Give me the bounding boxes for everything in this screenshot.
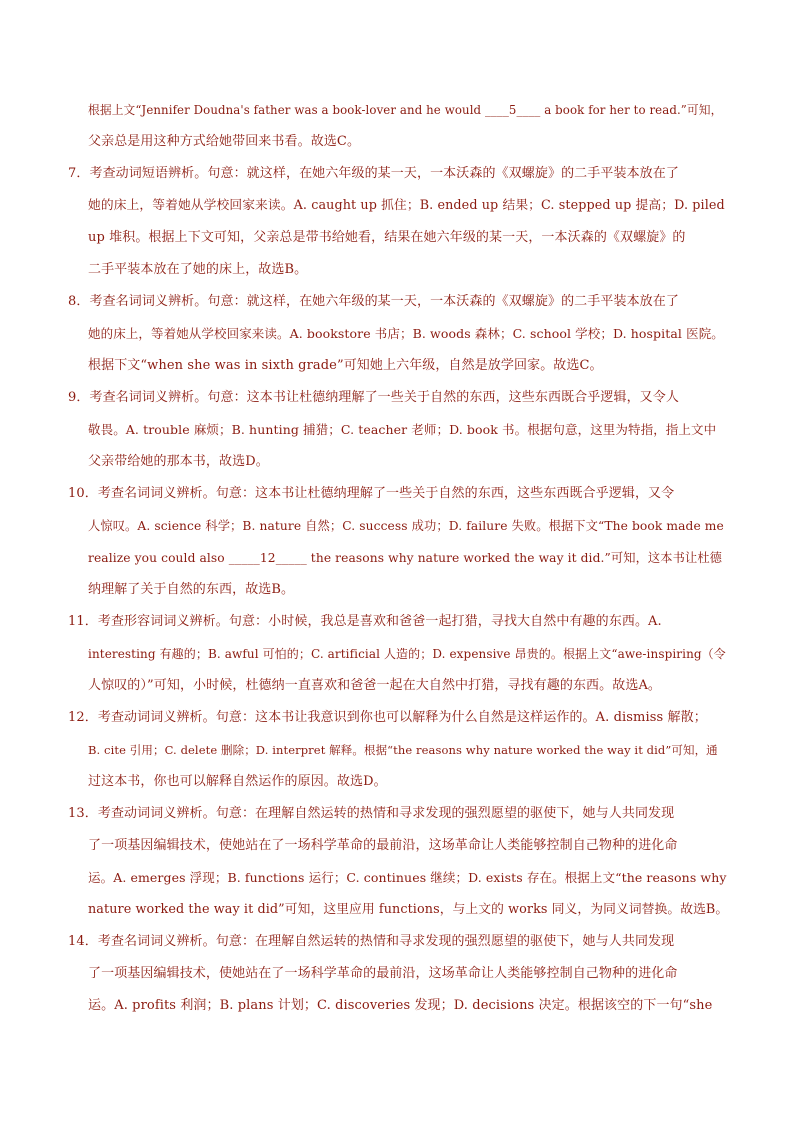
text-line: 敬畏。A. trouble 麻烦；B. hunting 捕猎；C. teacher 老师；D. book 书。根据句意，这里为特指，指上文中	[88, 422, 717, 437]
text-line: 考查名词词义辨析。句意：就这样，在她六年级的某一天，一本沃森的《双螺旋》的二手平装本放在了	[89, 294, 679, 309]
explanation-item-14	[68, 926, 728, 1022]
text-line: 父亲带给她的那本书，故选D。	[88, 454, 269, 469]
text-line: 纳理解了关于自然的东西，故选B。	[88, 582, 295, 597]
text-line: up 堆积。根据上下文可知，父亲总是带书给她看，结果在她六年级的某一天，一本沃森的《双螺旋》的	[88, 230, 686, 245]
text-line: 考查动词词义辨析。句意：这本书让我意识到你也可以解释为什么自然是这样运作的。A. dismiss 解散；	[97, 710, 707, 725]
text-line: 过这本书，你也可以解释自然运作的原因。故选D。	[88, 774, 387, 789]
text-line: 考查名词词义辨析。句意：在理解自然运转的热情和寻求发现的强烈愿望的驱使下，她与人共同发现	[97, 934, 675, 949]
item-number: 11．	[68, 614, 98, 629]
item-number: 9．	[68, 390, 90, 405]
text-line: 考查动词词义辨析。句意：在理解自然运转的热情和寻求发现的强烈愿望的驱使下，她与人共同发现	[97, 806, 675, 821]
text-line: 考查动词短语辨析。句意：就这样，在她六年级的某一天，一本沃森的《双螺旋》的二手平装本放在了	[89, 166, 679, 181]
text-line: 她的床上，等着她从学校回家来读。A. caught up 抓住；B. ended up 结果；C. stepped up 提高；D. piled	[88, 198, 725, 213]
text-line: realize you could also _____12_____ the reasons why nature worked the way it did.”可知，这本书让杜德	[88, 551, 723, 565]
explanation-item-7	[68, 158, 728, 286]
item-number: 13．	[68, 806, 98, 821]
text-line: 运。A. emerges 浮现；B. functions 运行；C. continues 继续；D. exists 存在。根据上文“the reasons why	[88, 870, 727, 885]
item-number: 7．	[68, 166, 90, 181]
item-number: 10．	[68, 486, 98, 501]
text-line: 运。A. profits 利润；B. plans 计划；C. discoveries 发现；D. decisions 决定。根据该空的下一句“she	[88, 998, 713, 1013]
text-line: interesting 有趣的；B. awful 可怕的；C. artificial 人造的；D. expensive 昂贵的。根据上文“awe-inspiring（令	[88, 647, 726, 661]
text-line: 考查形容词词义辨析。句意：小时候，我总是喜欢和爸爸一起打猎，寻找大自然中有趣的东西。A.	[97, 614, 662, 629]
explanation-item-9	[68, 382, 728, 478]
text-line: 了一项基因编辑技术，使她站在了一场科学革命的最前沿，这场革命让人类能够控制自己物种的进化命	[88, 838, 678, 853]
item-number: 14．	[68, 934, 98, 949]
text-line: 考查名词词义辨析。句意：这本书让杜德纳理解了一些关于自然的东西，这些东西既合乎逻辑，又令人	[89, 390, 679, 405]
text-line: 根据上文“Jennifer Doudna's father was a book-lover and he would ____5____ a book for her to read.”可知，	[88, 103, 723, 117]
explanation-item-10	[68, 478, 728, 606]
text-line: 了一项基因编辑技术，使她站在了一场科学革命的最前沿，这场革命让人类能够控制自己物种的进化命	[88, 966, 678, 981]
item-number: 8．	[68, 294, 90, 309]
explanation-continuation	[68, 94, 728, 158]
text-line: 考查名词词义辨析。句意：这本书让杜德纳理解了一些关于自然的东西，这些东西既合乎逻辑，又令	[97, 486, 675, 501]
explanation-item-8	[68, 286, 728, 382]
explanation-item-11	[68, 606, 728, 702]
text-line: B. cite 引用；C. delete 删除；D. interpret 解释。根据“the reasons why nature worked the way it did”可知，通	[88, 743, 718, 757]
text-line: 根据下文“when she was in sixth grade”可知她上六年级，自然是放学回家。故选C。	[88, 358, 603, 373]
text-line: 父亲总是用这种方式给她带回来书看。故选C。	[88, 134, 361, 149]
text-line: nature worked the way it did”可知，这里应用 functions，与上文的 works 同义，为同义词替换。故选B。	[88, 902, 729, 917]
text-line: 二手平装本放在了她的床上，故选B。	[88, 262, 308, 277]
text-line: 人惊叹。A. science 科学；B. nature 自然；C. success 成功；D. failure 失败。根据下文“The book made me	[88, 519, 724, 533]
text-line: 她的床上，等着她从学校回家来读。A. bookstore 书店；B. woods 森林；C. school 学校；D. hospital 医院。	[88, 326, 724, 341]
item-number: 12．	[68, 710, 98, 725]
text-line: 人惊叹的）”可知，小时候，杜德纳一直喜欢和爸爸一起在大自然中打猎，寻找有趣的东西。故选A。	[88, 678, 662, 693]
explanation-item-12	[68, 702, 728, 798]
explanation-item-13	[68, 798, 728, 926]
